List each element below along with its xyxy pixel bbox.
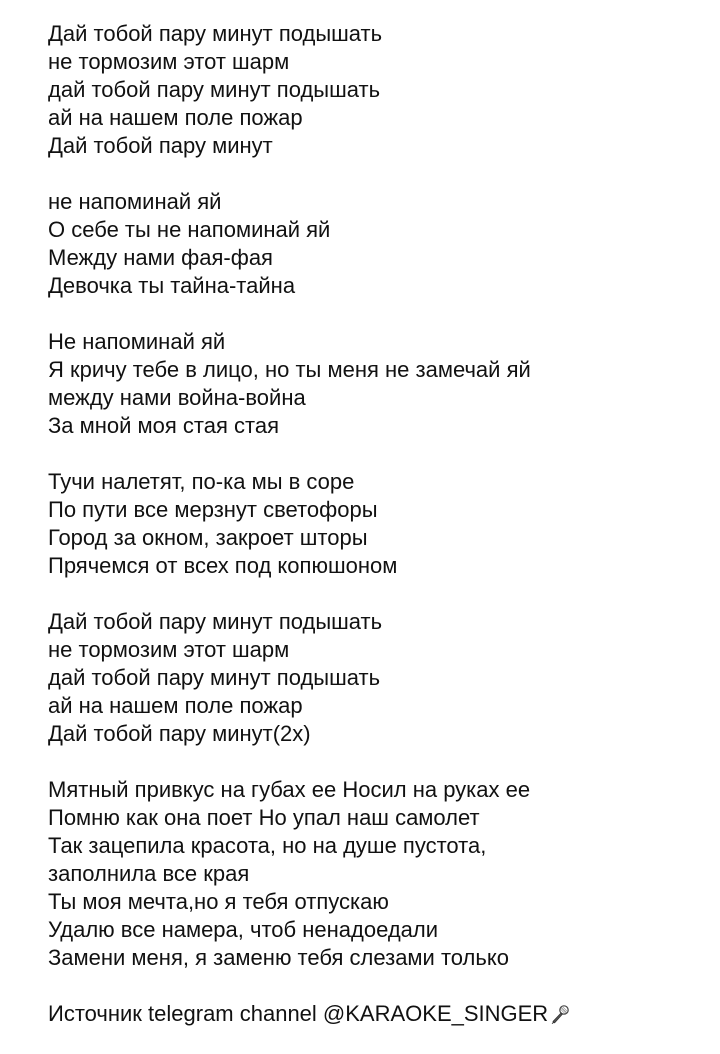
lyric-line: Дай тобой пару минут bbox=[48, 133, 273, 158]
lyric-line: Мятный привкус на губах ее Носил на руках ее bbox=[48, 777, 531, 802]
lyric-line: По пути все мерзнут светофоры bbox=[48, 497, 378, 522]
stanza-4 bbox=[48, 468, 708, 580]
lyric-line: не напоминай яй bbox=[48, 189, 222, 214]
lyric-line: Помню как она поет Но упал наш самолет bbox=[48, 805, 480, 830]
lyric-line: Тучи налетят, по-ка мы в соре bbox=[48, 469, 355, 494]
lyric-line: дай тобой пару минут подышать bbox=[48, 665, 381, 690]
stanza-3 bbox=[48, 328, 708, 440]
lyric-line: ай на нашем поле пожар bbox=[48, 105, 303, 130]
lyric-line: Прячемся от всех под копюшоном bbox=[48, 553, 398, 578]
stanza-2 bbox=[48, 188, 708, 300]
stanza-1 bbox=[48, 20, 708, 160]
source-text: Источник telegram channel @KARAOKE_SINGER bbox=[48, 1001, 549, 1026]
lyric-line: Между нами фая-фая bbox=[48, 245, 273, 270]
lyric-line: Девочка ты тайна-тайна bbox=[48, 273, 296, 298]
source-credit bbox=[48, 1000, 708, 1028]
lyric-line: Дай тобой пару минут(2х) bbox=[48, 721, 311, 746]
lyric-line: Так зацепила красота, но на душе пустота, bbox=[48, 833, 487, 858]
lyric-line: Дай тобой пару минут подышать bbox=[48, 21, 383, 46]
lyric-line: заполнила все края bbox=[48, 861, 250, 886]
lyric-line: О себе ты не напоминай яй bbox=[48, 217, 331, 242]
lyric-line: дай тобой пару минут подышать bbox=[48, 77, 381, 102]
lyric-line: не тормозим этот шарм bbox=[48, 49, 290, 74]
lyric-line: Я кричу тебе в лицо, но ты меня не замечай яй bbox=[48, 357, 531, 382]
lyric-line: ай на нашем поле пожар bbox=[48, 693, 303, 718]
lyric-line: Город за окном, закроет шторы bbox=[48, 525, 368, 550]
lyric-line: Не напоминай яй bbox=[48, 329, 226, 354]
lyric-line: не тормозим этот шарм bbox=[48, 637, 290, 662]
lyrics-text bbox=[48, 20, 708, 1028]
lyric-line: Замени меня, я заменю тебя слезами только bbox=[48, 945, 509, 970]
lyric-line: Дай тобой пару минут подышать bbox=[48, 609, 383, 634]
lyric-line: Ты моя мечта,но я тебя отпускаю bbox=[48, 889, 389, 914]
lyric-line: между нами война-война bbox=[48, 385, 306, 410]
lyric-line: Удалю все намера, чтоб ненадоедали bbox=[48, 917, 439, 942]
stanza-5 bbox=[48, 608, 708, 748]
microphone-icon bbox=[550, 1003, 570, 1023]
lyric-line: За мной моя стая стая bbox=[48, 413, 279, 438]
stanza-6 bbox=[48, 776, 708, 972]
